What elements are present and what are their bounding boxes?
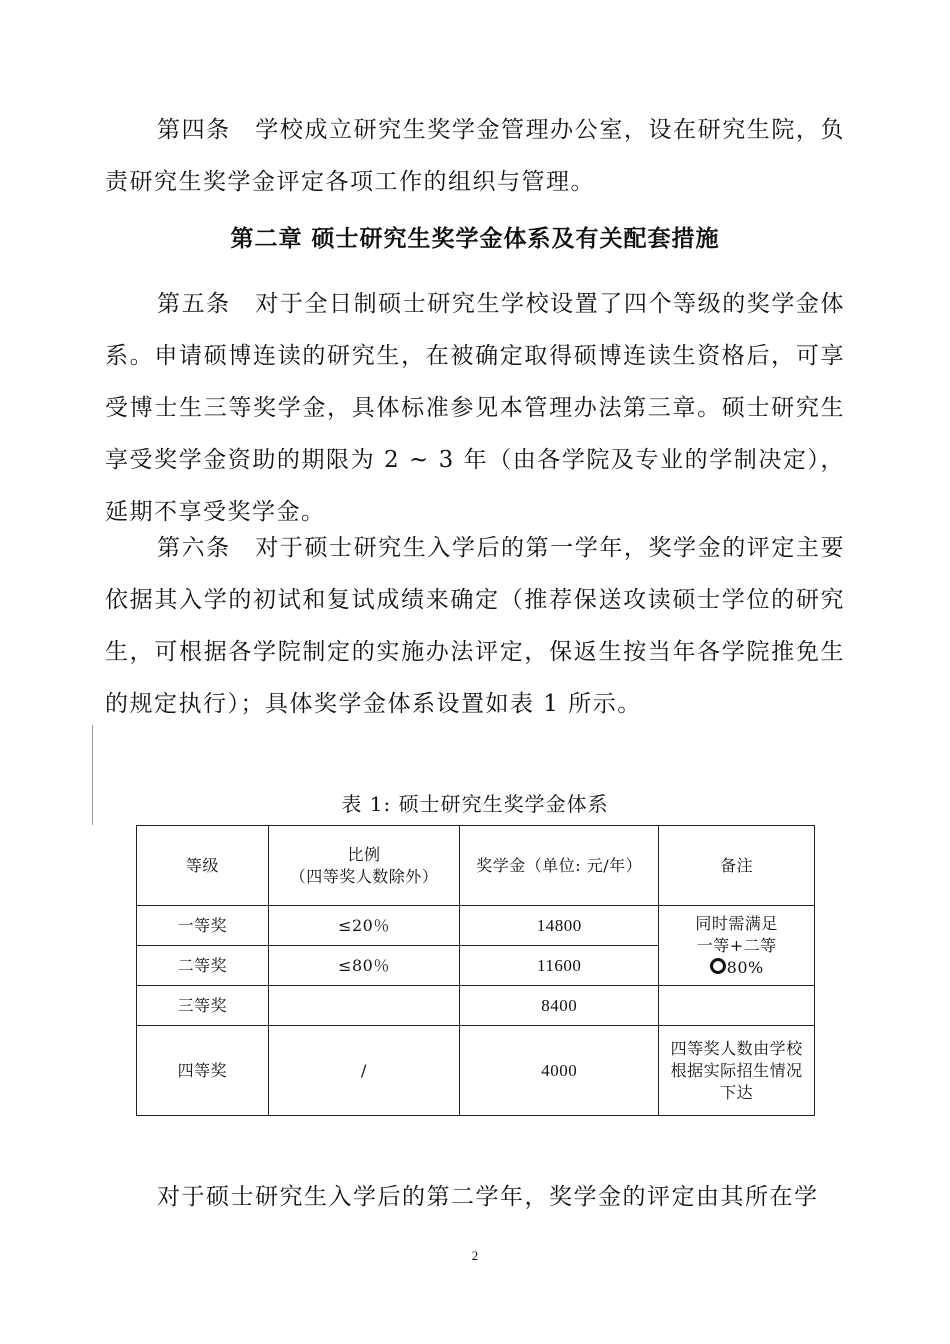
- page-number: 2: [471, 1248, 479, 1263]
- merged-remark-line3-wrap: [663, 957, 810, 979]
- circle-bullet-icon: [710, 958, 726, 974]
- article-4-paragraph: 第四条 学校成立研究生奖学金管理办公室，设在研究生院，负责研究生奖学金评定各项工作的组织与管理。: [105, 117, 845, 195]
- scholarship-table: [136, 825, 815, 1116]
- row4-remark: 四等奖人数由学校根据实际招生情况下达: [659, 1026, 815, 1116]
- chapter-title: 第二章 硕士研究生奖学金体系及有关配套措施: [230, 226, 720, 252]
- row4-level: 四等奖: [137, 1026, 269, 1116]
- tail-paragraph: 对于硕士研究生入学后的第二学年，奖学金的评定由其所在学: [157, 1184, 819, 1210]
- table-header-row: [137, 826, 815, 906]
- merged-remark-line1: 同时需满足: [695, 913, 778, 933]
- row3-remark: [659, 986, 815, 1026]
- row3-amount: 8400: [460, 986, 659, 1026]
- row3-level: 三等奖: [137, 986, 269, 1026]
- article-5-paragraph: 第五条 对于全日制硕士研究生学校设置了四个等级的奖学金体系。申请硕博连读的研究生，在被确定取得硕博连读生资格后，可享受博士生三等奖学金，具体标准参见本管理办法第三章。硕士研究生享受奖学金资助的期限为 2 ~ 3 年（由各学院及专业的学制决定），延期不享受奖学金。: [105, 291, 845, 525]
- merged-remark-cell: [659, 906, 815, 986]
- row2-amount: 11600: [460, 946, 659, 986]
- row4-amount: 4000: [460, 1026, 659, 1116]
- table-row: [137, 1026, 815, 1116]
- article-6-paragraph: 第六条 对于硕士研究生入学后的第一学年，奖学金的评定主要依据其入学的初试和复试成绩来确定（推荐保送攻读硕士学位的研究生，可根据各学院制定的实施办法评定，保返生按当年各学院推免生的规定执行）；具体奖学金体系设置如表 1 所示。: [105, 535, 845, 717]
- header-ratio: [268, 826, 459, 906]
- merged-remark-line3: 80%: [726, 957, 764, 977]
- header-ratio-line1: 比例: [347, 844, 381, 864]
- header-level: 等级: [137, 826, 269, 906]
- row2-ratio: ≤80％: [268, 946, 459, 986]
- header-remark: 备注: [659, 826, 815, 906]
- header-amount: 奖学金（单位: 元/年）: [460, 826, 659, 906]
- row1-ratio: ≤20％: [268, 906, 459, 946]
- table-row: [137, 986, 815, 1026]
- table-row: [137, 906, 815, 946]
- table-caption: 表 1: 硕士研究生奖学金体系: [341, 792, 609, 816]
- row1-level: 一等奖: [137, 906, 269, 946]
- row3-ratio: [268, 986, 459, 1026]
- row2-level: 二等奖: [137, 946, 269, 986]
- merged-remark-line2: 一等+二等: [696, 935, 777, 955]
- header-ratio-line2: （四等奖人数除外）: [289, 866, 439, 886]
- row1-amount: 14800: [460, 906, 659, 946]
- row4-ratio: /: [268, 1026, 459, 1116]
